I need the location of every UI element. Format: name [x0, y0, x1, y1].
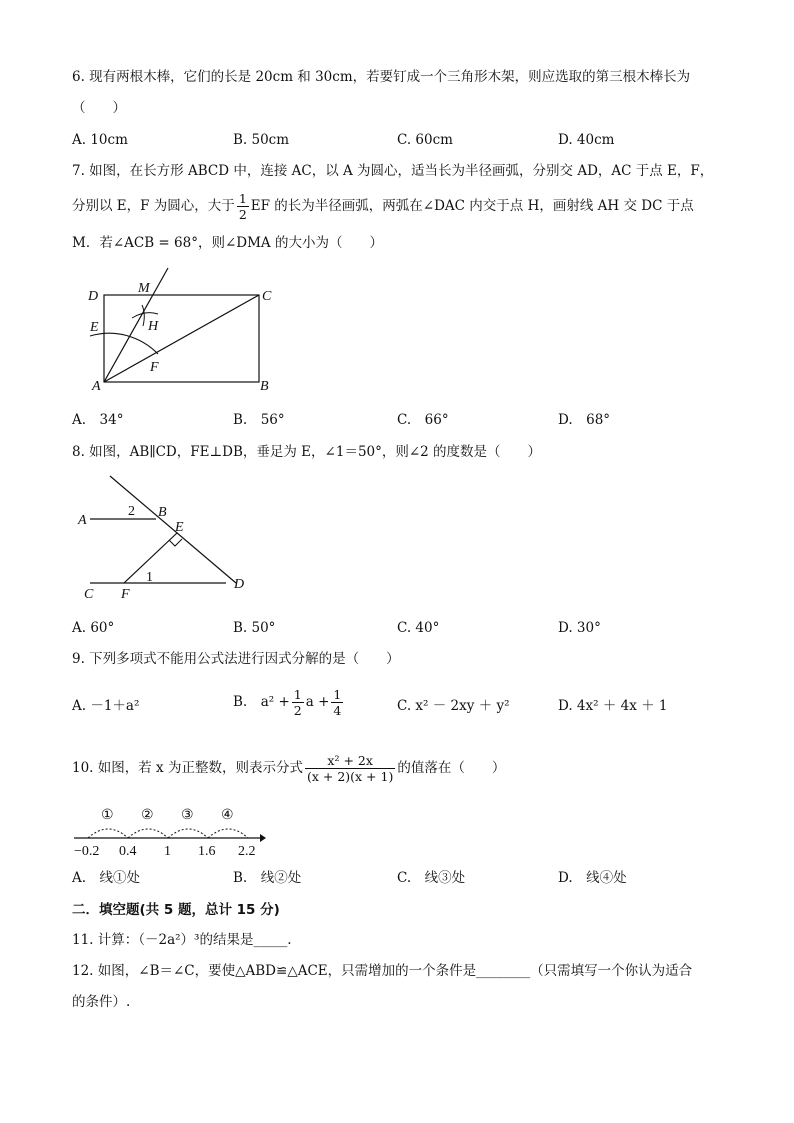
q7-rectangle-figure — [80, 262, 290, 402]
label-f: F — [121, 587, 130, 602]
q8-option-d[interactable]: D. 30° — [558, 620, 601, 636]
q7-fraction-den: 2 — [238, 207, 247, 222]
q8-option-c[interactable]: C. 40° — [397, 620, 440, 636]
q6-option-a[interactable]: A. 10cm — [72, 132, 128, 148]
q7-fraction — [237, 191, 249, 222]
q6-option-b[interactable]: B. 50cm — [233, 132, 290, 148]
label-a: A — [78, 513, 87, 528]
diagonal-ac — [104, 295, 259, 382]
q9-option-c[interactable]: C. x² － 2xy ＋ y² — [397, 698, 510, 714]
label-e: E — [90, 320, 99, 335]
q9-stem: 9. 下列多项式不能用公式法进行因式分解的是（ ） — [72, 651, 400, 667]
tick-label-4: 1.6 — [198, 844, 216, 859]
q9-option-b-mid: a + — [305, 694, 330, 710]
circle-label-2: ② — [141, 808, 154, 823]
q9-option-b-frac1 — [292, 687, 304, 718]
label-h: H — [148, 319, 159, 334]
label-b: B — [158, 505, 167, 520]
q9-option-d[interactable]: D. 4x² ＋ 4x ＋ 1 — [558, 698, 668, 714]
q10-option-c[interactable]: C. 线③处 — [397, 870, 466, 886]
label-c: C — [262, 289, 272, 304]
arc-h2 — [142, 305, 144, 326]
circle-label-4: ④ — [221, 808, 234, 823]
q7-option-c[interactable]: C. 66° — [397, 412, 449, 428]
segment-3-arc — [168, 829, 208, 838]
q12-stem-line1: 12. 如图，∠B＝∠C，要使△ABD≌△ACE，只需增加的一个条件是________（只需填写一个你认为适合 — [72, 963, 693, 979]
tick-label-3: 1 — [164, 844, 171, 859]
frac1-den: 2 — [293, 703, 302, 718]
q10-fraction-den: (x + 2)(x + 1) — [306, 769, 394, 784]
q10-fraction — [305, 753, 395, 784]
line-bd — [110, 476, 236, 583]
segment-4-arc — [208, 829, 248, 838]
q8-option-b[interactable]: B. 50° — [233, 620, 276, 636]
tick-label-5: 2.2 — [238, 844, 256, 859]
label-d: D — [234, 577, 245, 592]
q10-option-a[interactable]: A. 线①处 — [72, 870, 141, 886]
label-angle-2: 2 — [128, 504, 135, 519]
segment-1-arc — [88, 829, 128, 838]
q7-option-d[interactable]: D. 68° — [558, 412, 611, 428]
tick-label-1: −0.2 — [74, 844, 100, 859]
q7-fraction-num: 1 — [238, 191, 247, 206]
arc-h1 — [132, 313, 158, 318]
circle-label-3: ③ — [181, 808, 194, 823]
label-c: C — [84, 587, 94, 602]
q7-line2-pre: 分别以 E，F 为圆心，大于 — [72, 198, 235, 214]
label-f: F — [150, 360, 159, 375]
q10-fraction-num: x² + 2x — [305, 753, 395, 769]
q9-option-a[interactable]: A. －1＋a² — [72, 698, 140, 714]
q8-option-a[interactable]: A. 60° — [72, 620, 115, 636]
segment-2-arc — [128, 829, 168, 838]
q7-stem-line2 — [72, 188, 694, 224]
q7-line2-post: EF 的长为半径画弧，两弧在∠DAC 内交于点 H，画射线 AH 交 DC 于点 — [250, 198, 694, 214]
section-heading: 二．填空题(共 5 题，总计 15 分) — [72, 902, 280, 918]
q6-option-d[interactable]: D. 40cm — [558, 132, 615, 148]
q7-stem-line3: M．若∠ACB = 68°，则∠DMA 的大小为（ ） — [72, 235, 383, 251]
q10-option-d[interactable]: D. 线④处 — [558, 870, 627, 886]
q10-option-b[interactable]: B. 线②处 — [233, 870, 302, 886]
tick-label-2: 0.4 — [119, 844, 137, 859]
label-e: E — [175, 520, 184, 535]
label-d: D — [88, 289, 99, 304]
q9-option-b-pre: B. a² + — [233, 694, 290, 710]
q7-stem-line1: 7. 如图，在长方形 ABCD 中，连接 AC，以 A 为圆心，适当长为半径画弧，分别交 AD，AC 于点 E，F， — [72, 163, 714, 179]
q8-parallel-lines-figure — [76, 470, 266, 605]
label-a: A — [92, 379, 101, 394]
q7-option-b[interactable]: B. 56° — [233, 412, 285, 428]
label-b: B — [260, 379, 269, 394]
q10-stem-post: 的值落在（ ） — [397, 760, 506, 776]
frac1-num: 1 — [293, 687, 302, 702]
q6-option-c[interactable]: C. 60cm — [397, 132, 453, 148]
q9-option-b-frac2 — [331, 687, 343, 718]
q7-option-a[interactable]: A. 34° — [72, 412, 124, 428]
q6-answer-blank: （ ） — [72, 100, 126, 116]
label-angle-1: 1 — [146, 570, 153, 585]
q8-stem: 8. 如图，AB∥CD，FE⊥DB，垂足为 E，∠1＝50°，则∠2 的度数是（ ） — [72, 444, 542, 460]
q6-stem: 6. 现有两根木棒，它们的长是 20cm 和 30cm，若要钉成一个三角形木架，则应选取的第三根木棒长为 — [72, 69, 691, 85]
right-angle-mark — [169, 539, 182, 546]
arc-ef — [90, 333, 158, 354]
q10-stem — [72, 749, 505, 787]
frac2-den: 4 — [333, 703, 342, 718]
q12-stem-line2: 的条件）. — [72, 994, 131, 1010]
axis-arrow — [260, 834, 266, 842]
frac2-num: 1 — [333, 687, 342, 702]
q10-stem-pre: 10. 如图，若 x 为正整数，则表示分式 — [72, 760, 303, 776]
q10-number-line — [70, 802, 270, 860]
q9-option-b[interactable] — [233, 684, 345, 720]
label-m: M — [138, 281, 150, 296]
q11-stem: 11. 计算：（－2a²）³的结果是_____. — [72, 932, 292, 948]
circle-label-1: ① — [101, 808, 114, 823]
